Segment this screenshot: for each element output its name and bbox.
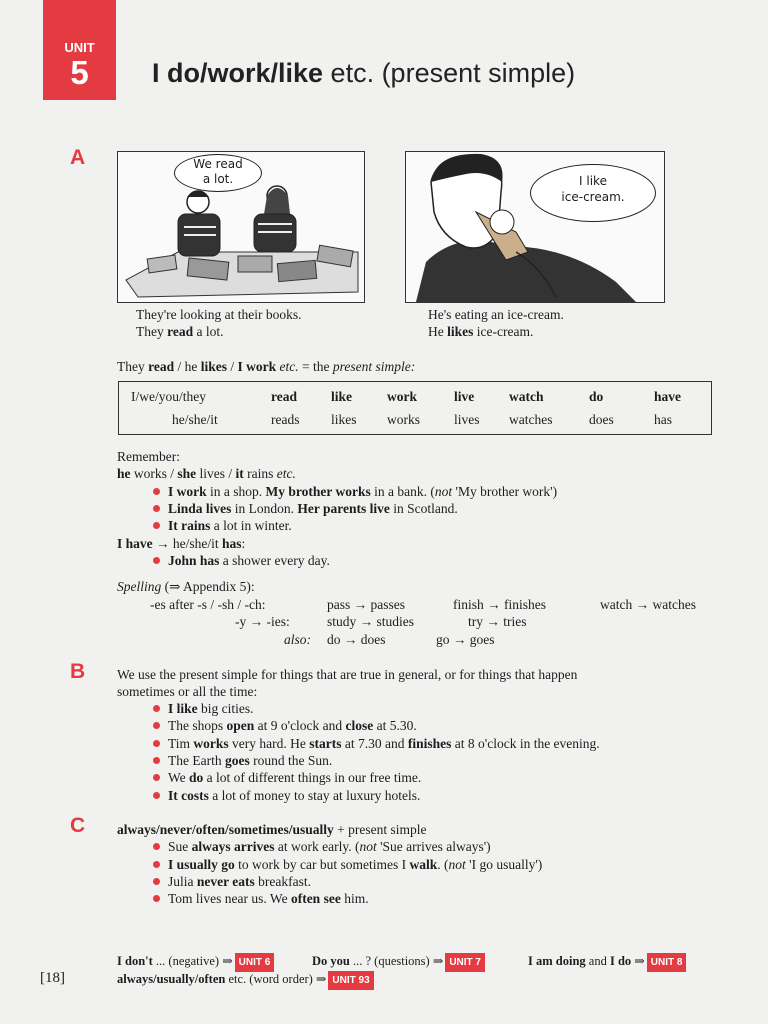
bullet-icon — [153, 522, 160, 529]
unit-badge — [43, 0, 116, 100]
remember-rule: he works / she lives / it rains etc. — [117, 466, 296, 481]
section-b-intro-line1: We use the present simple for things that are true in general, or for things that happen — [117, 667, 578, 682]
bullet-icon — [153, 757, 160, 764]
spelling-example: try → tries — [468, 614, 527, 629]
bullet-icon — [153, 861, 160, 868]
spelling-example: finish → finishes — [453, 597, 546, 612]
example-item: I work in a shop. My brother works in a bank. (not 'My brother work') — [153, 483, 557, 500]
unit-number: 5 — [70, 54, 89, 91]
example-item: It costs a lot of money to stay at luxury hotels. — [153, 787, 420, 804]
cross-reference: Do you ... ? (questions) ⇒ UNIT 7 — [312, 953, 485, 972]
table-cell: lives — [454, 412, 480, 427]
caption-right-line1: He's eating an ice-cream. — [428, 307, 564, 322]
example-item: Julia never eats breakfast. — [153, 873, 311, 890]
table-cell: like — [331, 389, 353, 404]
present-simple-intro: They read / he likes / I work etc. = the present simple: — [117, 359, 416, 374]
table-cell: live — [454, 389, 475, 404]
unit-label: UNIT — [64, 40, 95, 55]
spelling-example: study → studies — [327, 614, 415, 629]
unit-link[interactable]: UNIT 8 — [647, 953, 687, 972]
cross-reference: I don't ... (negative) ⇒ UNIT 6 — [117, 953, 274, 972]
section-a-marker: A — [70, 146, 86, 169]
table-cell: works — [387, 412, 420, 427]
illustration-reading-books — [117, 151, 365, 303]
table-cell: does — [589, 412, 614, 427]
section-b-intro-line2: sometimes or all the time: — [117, 684, 258, 699]
table-cell: read — [271, 389, 297, 404]
spelling-rule-es: -es after -s / -sh / -ch: — [150, 597, 266, 612]
unit-link[interactable]: UNIT 7 — [445, 953, 485, 972]
table-cell: reads — [271, 412, 300, 427]
unit-link[interactable]: UNIT 93 — [328, 971, 373, 990]
caption-right-line2: He likes ice-cream. — [428, 324, 534, 339]
table-cell: I/we/you/they — [131, 389, 206, 404]
page-number: [18] — [40, 970, 65, 986]
bullet-icon — [153, 774, 160, 781]
caption-left-line1: They're looking at their books. — [136, 307, 302, 322]
section-c-heading: always/never/often/sometimes/usually + present simple — [117, 822, 427, 837]
spelling-example: do → does — [327, 632, 386, 647]
example-item: The shops open at 9 o'clock and close at 5.30. — [153, 717, 417, 734]
example-item: Tom lives near us. We often see him. — [153, 890, 369, 907]
bullet-icon — [153, 722, 160, 729]
spelling-example: pass → passes — [327, 597, 405, 612]
bullet-icon — [153, 878, 160, 885]
spelling-rule-ies: -y → -ies: — [235, 614, 290, 629]
remember-label: Remember: — [117, 449, 180, 464]
have-rule: I have → he/she/it has: — [117, 536, 246, 551]
section-c-marker: C — [70, 814, 86, 837]
bullet-icon — [153, 895, 160, 902]
cross-reference: always/usually/often etc. (word order) ⇒ UNIT 93 — [117, 971, 374, 990]
example-item: Linda lives in London. Her parents live in Scotland. — [153, 500, 458, 517]
bullet-icon — [153, 488, 160, 495]
table-cell: have — [654, 389, 681, 404]
unit-link[interactable]: UNIT 6 — [235, 953, 275, 972]
example-item: Sue always arrives at work early. (not 'Sue arrives always') — [153, 838, 491, 855]
cross-reference: I am doing and I do ⇒ UNIT 8 — [528, 953, 686, 972]
spelling-example: watch → watches — [600, 597, 696, 612]
bullet-icon — [153, 792, 160, 799]
example-item: It rains a lot in winter. — [153, 517, 292, 534]
example-item: The Earth goes round the Sun. — [153, 752, 332, 769]
section-b-marker: B — [70, 660, 86, 683]
bullet-icon — [153, 557, 160, 564]
page-title: I do/work/like etc. (present simple) — [152, 58, 576, 88]
spelling-rule-also: also: — [284, 632, 311, 647]
example-item: I like big cities. — [153, 700, 254, 717]
example-item: Tim works very hard. He starts at 7.30 and finishes at 8 o'clock in the evening. — [153, 735, 600, 752]
caption-left-line2: They read a lot. — [136, 324, 224, 339]
speech-bubble-left: We read a lot. — [174, 154, 262, 192]
bullet-icon — [153, 843, 160, 850]
conjugation-table — [118, 381, 712, 435]
table-cell: he/she/it — [172, 412, 218, 427]
speech-bubble-right: I like ice-cream. — [530, 164, 656, 222]
table-cell: watches — [509, 412, 553, 427]
bullet-icon — [153, 505, 160, 512]
bullet-icon — [153, 705, 160, 712]
table-cell: do — [589, 389, 604, 404]
example-item: I usually go to work by car but sometimes I walk. (not 'I go usually') — [153, 856, 542, 873]
table-cell: has — [654, 412, 672, 427]
spelling-heading: Spelling (⇒ Appendix 5): — [117, 579, 255, 594]
illustration-ice-cream — [405, 151, 665, 303]
table-cell: watch — [509, 389, 544, 404]
bullet-icon — [153, 740, 160, 747]
example-item: We do a lot of different things in our free time. — [153, 769, 421, 786]
table-cell: work — [387, 389, 417, 404]
table-cell: likes — [331, 412, 357, 427]
example-item: John has a shower every day. — [153, 552, 330, 569]
spelling-example: go → goes — [436, 632, 495, 647]
